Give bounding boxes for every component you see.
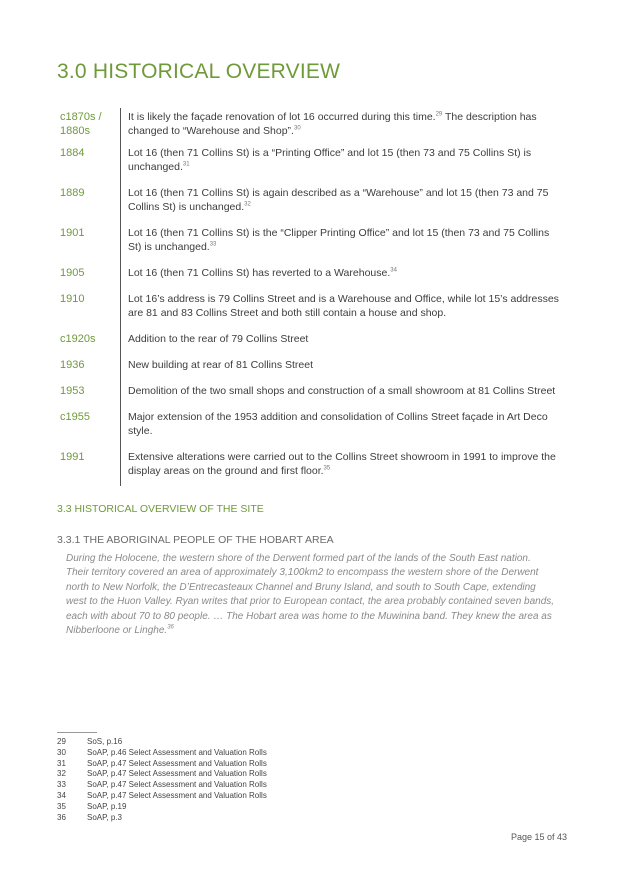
- timeline-text: Addition to the rear of 79 Collins Street: [128, 333, 309, 345]
- timeline-year: c1955: [60, 411, 90, 423]
- footnote: 34 SoAP, p.47 Select Assessment and Valuation Rolls: [57, 790, 267, 800]
- page-title: 3.0 HISTORICAL OVERVIEW: [57, 60, 341, 83]
- timeline-text: New building at rear of 81 Collins Street: [128, 359, 314, 371]
- timeline-year: c1870s / 1880s: [60, 111, 102, 137]
- timeline-year: 1884: [60, 147, 85, 159]
- timeline-text: Demolition of the two small shops and construction of a small showroom at 81 Collins Street: [128, 385, 556, 397]
- timeline-year: 1910: [60, 293, 85, 305]
- timeline-text: Lot 16 (then 71 Collins St) is again described as a “Warehouse” and lot 15 (then 73 and 75 Collins St) is unchanged.$^{32}$: [128, 187, 549, 213]
- timeline-row: [60, 410, 560, 438]
- timeline-row: [60, 450, 560, 478]
- timeline-text: Lot 16 (then 71 Collins St) is a “Printing Office” and lot 15 (then 73 and 75 Collins St) is unchanged.$^{31}$: [128, 147, 532, 173]
- timeline-row: [60, 358, 560, 372]
- quote-paragraph: During the Holocene, the western shore of the Derwent formed part of the lands of the South East nation. Their territory covered an area of approximately 3,100km2 to encompass the western shore of the Derwent north to New Norfolk, the D’Entrecasteaux Channel and Bruny Island, and south to South Cape, extending west to the Huon Valley. Ryan writes that prior to European contact, the area probably contained seven bands, each with about 70 to 80 people. … The Hobart area was home to the Muwinina band. They knew the area as Nibberloone or Linghe.$^{36}$: [66, 553, 555, 637]
- timeline-year: 1905: [60, 267, 85, 279]
- timeline-text: Major extension of the 1953 addition and consolidation of Collins Street façade in Art Deco style.: [128, 411, 548, 437]
- timeline-row: [60, 384, 560, 398]
- timeline-row: [60, 146, 560, 174]
- timeline-year: 1953: [60, 385, 85, 397]
- timeline-text: Lot 16 (then 71 Collins St) has reverted to a Warehouse.$^{34}$: [128, 267, 397, 279]
- footnote-divider: [57, 732, 97, 733]
- timeline: [60, 110, 560, 478]
- timeline-year: 1901: [60, 227, 85, 239]
- footnote: 30 SoAP, p.46 Select Assessment and Valuation Rolls: [57, 747, 267, 757]
- timeline-row: [60, 332, 560, 346]
- timeline-year: c1920s: [60, 333, 96, 345]
- timeline-row: [60, 186, 560, 214]
- footnote: 29 SoS, p.16: [57, 737, 123, 746]
- page-number: Page 15 of 43: [510, 832, 567, 842]
- footnote: 36 SoAP, p.3: [57, 812, 122, 822]
- timeline-year: 1991: [60, 451, 85, 463]
- footnote: 33 SoAP, p.47 Select Assessment and Valuation Rolls: [57, 780, 267, 790]
- timeline-row: [60, 266, 560, 280]
- footnotes: [57, 737, 457, 823]
- timeline-text: Lot 16’s address is 79 Collins Street and is a Warehouse and Office, while lot 15’s addresses are 81 and 83 Collins Street and both still contain a house and shop.: [128, 293, 559, 319]
- footnote: 35 SoAP, p.19: [57, 801, 127, 811]
- section-heading: 3.3 HISTORICAL OVERVIEW OF THE SITE: [57, 503, 264, 515]
- footnote: 31 SoAP, p.47 Select Assessment and Valuation Rolls: [57, 758, 267, 768]
- timeline-year: 1936: [60, 359, 85, 371]
- timeline-text: Extensive alterations were carried out to the Collins Street showroom in 1991 to improve the display areas on the ground and first floor.$^{35}$: [128, 451, 556, 477]
- footnote: 32 SoAP, p.47 Select Assessment and Valuation Rolls: [57, 769, 267, 779]
- timeline-row: [60, 292, 560, 320]
- subsection-heading: 3.3.1 THE ABORIGINAL PEOPLE OF THE HOBART AREA: [57, 534, 334, 546]
- timeline-text: Lot 16 (then 71 Collins St) is the “Clipper Printing Office” and lot 15 (then 73 and 75 Collins St) is unchanged.$^{33}$: [128, 227, 550, 253]
- timeline-row: [60, 226, 560, 254]
- timeline-row: [60, 110, 560, 138]
- timeline-year: 1889: [60, 187, 85, 199]
- timeline-text: It is likely the façade renovation of lot 16 occurred during this time.$^{29}$ The description has changed to “Warehouse and Shop”.$^{30}$: [128, 111, 537, 137]
